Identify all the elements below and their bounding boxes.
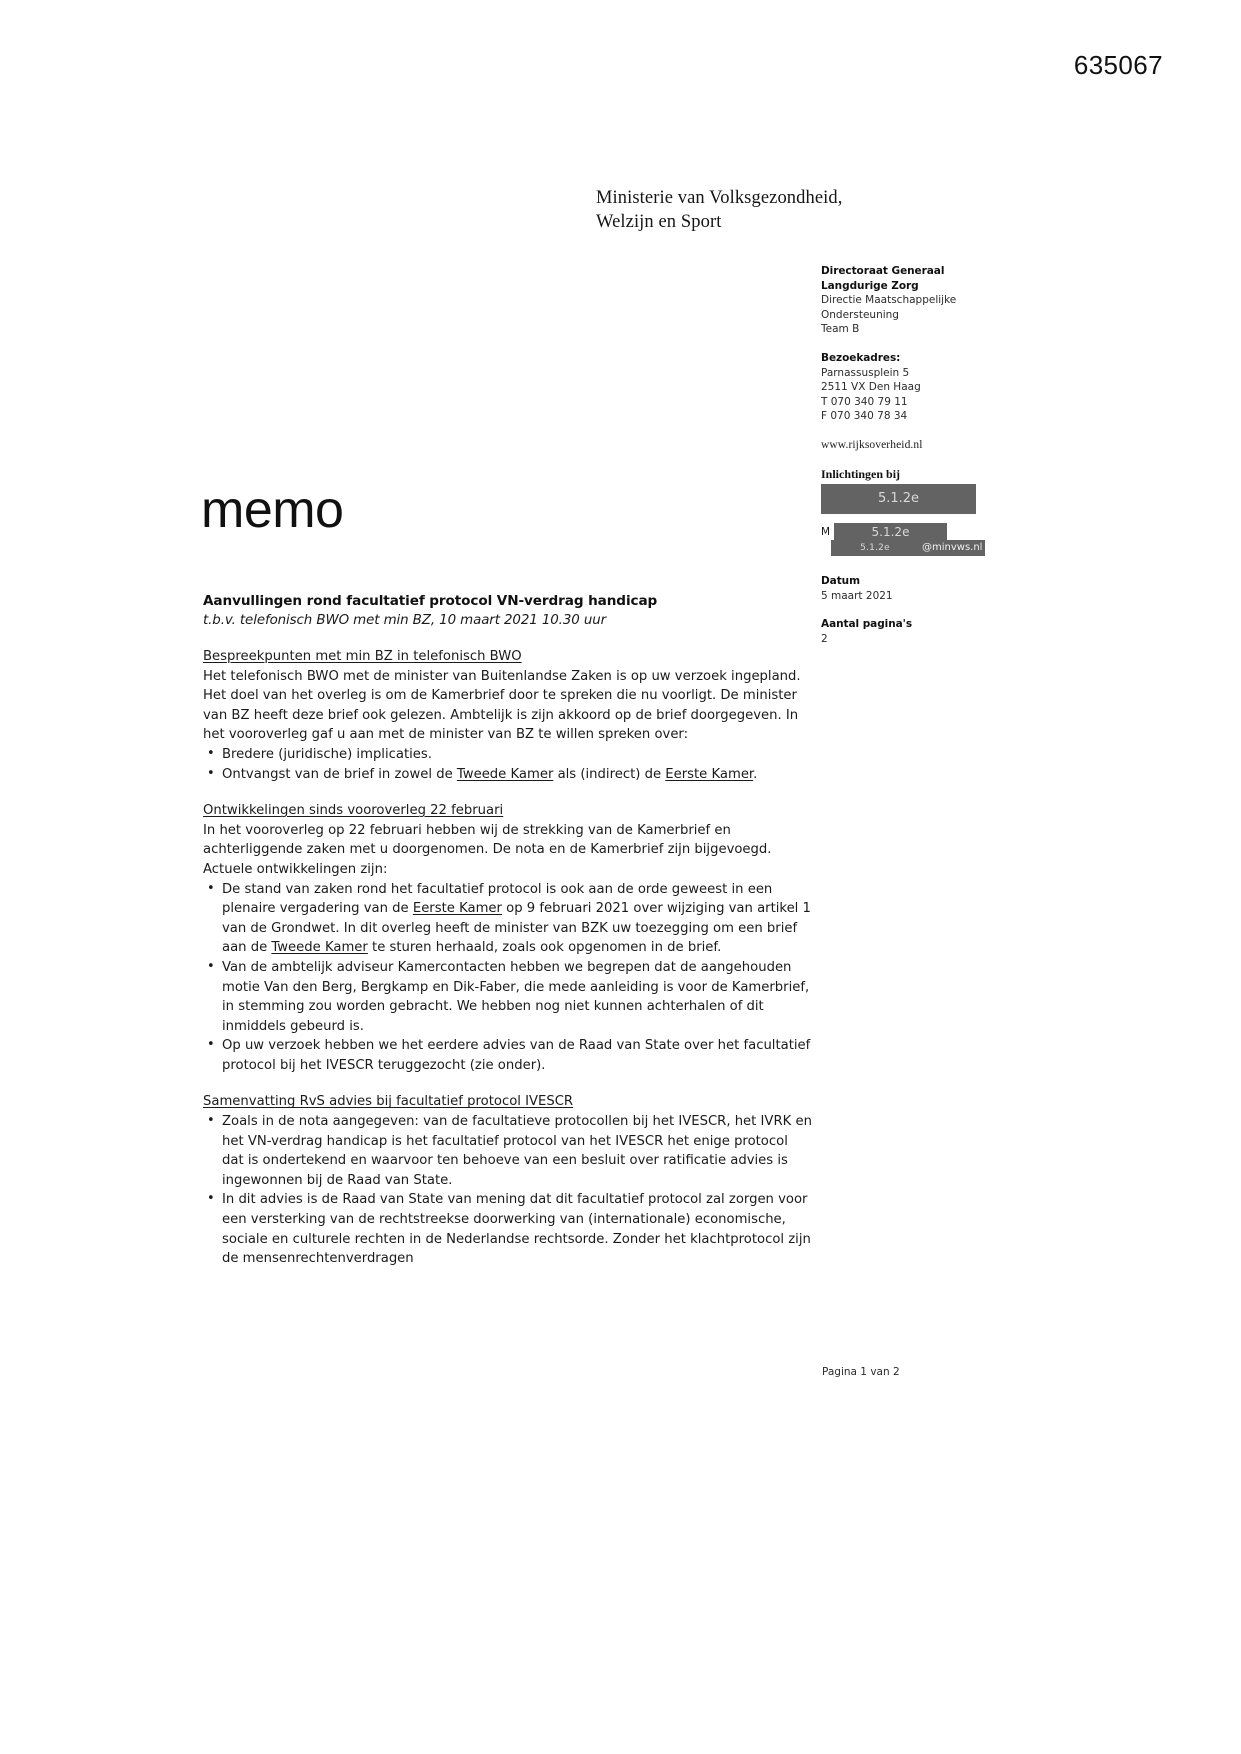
- visiting-address-street: Parnassusplein 5: [821, 366, 910, 379]
- section-bullet-list: [203, 745, 813, 784]
- page-count-heading: Aantal pagina's: [821, 618, 913, 631]
- redacted-mobile-number: 5.1.2e: [834, 523, 947, 542]
- redacted-contact-name: 5.1.2e: [821, 484, 976, 514]
- document-scan-number: 635067: [1073, 50, 1163, 80]
- list-item: • Bredere (juridische) implicaties.: [203, 745, 813, 765]
- list-item: • Zoals in de nota aangegeven: van de facultatieve protocollen bij het IVESCR, het IVRK en het VN-verdrag handicap is het facultatief protocol van het IVESCR het enige protocol dat is ondertekend en waarvoor ten behoeve van een besluit over ratificatie advies is ingewonnen bij de Raad van State.: [203, 1112, 813, 1190]
- section-heading: Ontwikkelingen sinds vooroverleg 22 februari: [203, 803, 504, 819]
- date-block: [821, 574, 1021, 603]
- directorate-line-1: Directie Maatschappelijke: [821, 294, 957, 307]
- email-contact-row: [831, 540, 1021, 556]
- memo-subtitle: t.b.v. telefonisch BWO met min BZ, 10 maart 2021 10.30 uur: [203, 613, 607, 628]
- memo-title: Aanvullingen rond facultatief protocol VN-verdrag handicap: [203, 593, 658, 609]
- memo-body: [203, 592, 813, 1269]
- mobile-label: M: [821, 526, 831, 539]
- email-domain: @minvws.nl: [919, 540, 985, 556]
- section-heading: Bespreekpunten met min BZ in telefonisch BWO: [203, 649, 522, 664]
- memo-section: [203, 801, 813, 1075]
- memo-section: [203, 1092, 813, 1268]
- memo-wordmark: memo: [201, 481, 344, 539]
- list-item: • In dit advies is de Raad van State van mening dat dit facultatief protocol zal zorgen voor een versterking van de rechtstreekse doorwerking van (internationale) economische, sociale en culturele rechten in de Nederlandse rechtsorde. Zonder het klachtprotocol zijn de mensenrechtenverdragen: [203, 1190, 813, 1268]
- directorate-heading-line-2: Langdurige Zorg: [821, 279, 919, 292]
- information-contact-block: [821, 467, 1021, 557]
- ministry-logotype: [596, 186, 842, 234]
- website-url[interactable]: www.rijksoverheid.nl: [821, 438, 923, 451]
- ministry-logotype-line-2: Welzijn en Sport: [596, 212, 722, 232]
- section-paragraph: Het telefonisch BWO met de minister van Buitenlandse Zaken is op uw verzoek ingepland. Het doel van het overleg is om de Kamerbrief door te spreken die nu voorligt. De minister van BZ heeft deze brief ook gelezen. Ambtelijk is zijn akkoord op de brief doorgegeven. In het vooroverleg gaf u aan met de minister van BZ te willen spreken over:: [203, 668, 801, 743]
- directorate-team: Team B: [821, 323, 860, 336]
- section-bullet-list: [203, 880, 813, 1076]
- section-paragraph: In het vooroverleg op 22 februari hebben wij de strekking van de Kamerbrief en achterliggende zaken met u doorgenomen. De nota en de Kamerbrief zijn bijgevoegd. Actuele ontwikkelingen zijn:: [203, 822, 772, 877]
- section-bullet-list: [203, 1112, 813, 1269]
- date-value: 5 maart 2021: [821, 589, 893, 602]
- section-spacer: [203, 784, 813, 801]
- list-item: • Op uw verzoek hebben we het eerdere advies van de Raad van State over het facultatief protocol bij het IVESCR teruggezocht (zie onder).: [203, 1036, 813, 1075]
- visiting-address-city: 2511 VX Den Haag: [821, 381, 921, 394]
- memo-section: [203, 647, 813, 784]
- directorate-line-2: Ondersteuning: [821, 308, 899, 321]
- section-heading: Samenvatting RvS advies bij facultatief protocol IVESCR: [203, 1094, 574, 1110]
- date-heading: Datum: [821, 575, 860, 588]
- information-heading: Inlichtingen bij: [821, 466, 901, 481]
- list-item: • Van de ambtelijk adviseur Kamercontacten hebben we begrepen dat de aangehouden motie Van den Berg, Bergkamp en Dik-Faber, die mede aanleiding is voor de Kamerbrief, in stemming zou worden gebracht. We hebben nog niet kunnen achterhalen of dit inmiddels gebeurd is.: [203, 958, 813, 1036]
- list-item-text: De stand van zaken rond het facultatief protocol is ook aan de orde geweest in een plenaire vergadering van de Eerste Kamer op 9 februari 2021 over wijziging van artikel 1 van de Grondwet. In dit overleg heeft de minister van BZK uw toezegging om een brief aan de Tweede Kamer te sturen herhaald, zoals ook opgenomen in de brief.: [222, 881, 811, 956]
- page-count-value: 2: [821, 632, 828, 645]
- directorate-heading-line-1: Directoraat Generaal: [821, 265, 945, 277]
- visiting-address-block: [821, 351, 1021, 424]
- list-item: • Ontvangst van de brief in zowel de Tweede Kamer als (indirect) de Eerste Kamer.: [203, 765, 813, 785]
- page-footer: Pagina 1 van 2: [822, 1366, 900, 1378]
- telephone-number: T 070 340 79 11: [821, 395, 908, 408]
- visiting-address-heading: Bezoekadres:: [821, 351, 901, 364]
- letterhead-meta-sidebar: [821, 264, 1021, 661]
- website-block: [821, 438, 1021, 453]
- section-spacer: [203, 1075, 813, 1092]
- ministry-logotype-line-1: Ministerie van Volksgezondheid,: [596, 188, 843, 208]
- list-item: [203, 880, 813, 958]
- directorate-block: [821, 264, 1021, 337]
- redacted-email-user: 5.1.2e: [831, 540, 919, 556]
- fax-number: F 070 340 78 34: [821, 410, 908, 423]
- page-count-block: [821, 617, 1021, 646]
